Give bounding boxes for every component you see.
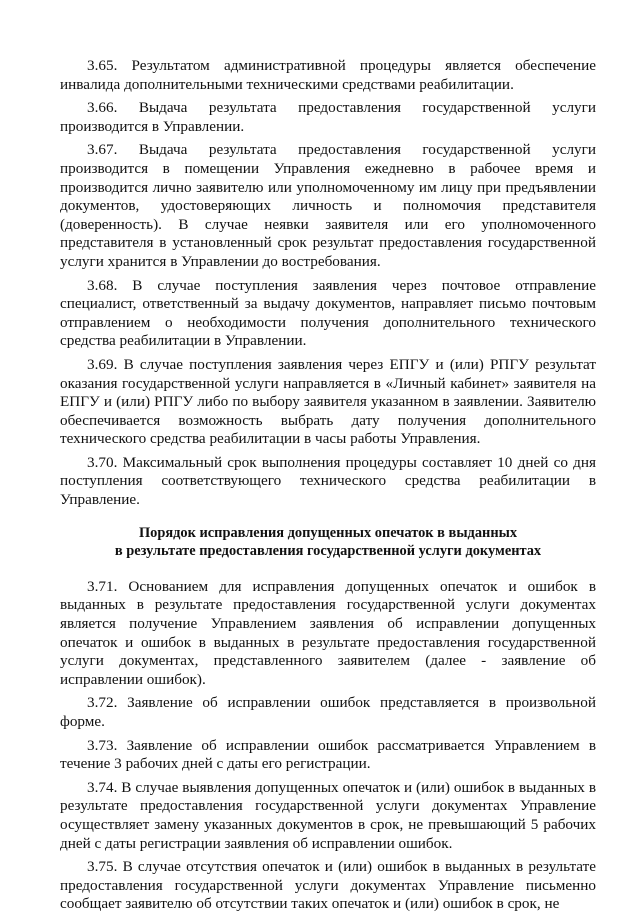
paragraph-3-69: 3.69. В случае поступления заявления через ЕПГУ и (или) РПГУ результат оказания государственной услуги направляется в «Личный кабинет» заявителя на ЕПГУ и (или) РПГУ либо по выбору заявителя указанном в заявлении. Заявителю обеспечивается возможность выбрать дату получения дополнительного технического средства реабилитации в часы работы Управления. <box>60 355 596 448</box>
paragraph-3-66: 3.66. Выдача результата предоставления государственной услуги производится в Управлении. <box>60 99 596 135</box>
paragraph-3-74: 3.74. В случае выявления допущенных опечаток и (или) ошибок в выданных в результате предоставления государственной услуги документах Управление осуществляет замену указанных документов в срок, не превышающий 5 рабочих дней с даты регистрации заявления об исправлении ошибок. <box>60 778 596 852</box>
paragraph-3-67: 3.67. Выдача результата предоставления государственной услуги производится в помещении Управления ежедневно в рабочее время и производится лично заявителю или уполномоченному им лицу при предъявлении документов, удостоверяющих личность и полномочия представителя (доверенность). В случае неявки заявителя или его уполномоченного представителя в установленный срок результат предоставления государственной услуги хранится в Управлении до востребования. <box>60 141 596 270</box>
paragraph-3-72: 3.72. Заявление об исправлении ошибок представляется в произвольной форме. <box>60 694 596 730</box>
paragraph-3-65: 3.65. Результатом административной процедуры является обеспечение инвалида дополнительными техническими средствами реабилитации. <box>60 57 596 93</box>
section-heading <box>60 524 596 561</box>
paragraph-3-70: 3.70. Максимальный срок выполнения процедуры составляет 10 дней со дня поступления соответствующего технического средства реабилитации в Управление. <box>60 453 596 509</box>
section-heading-line-2: в результате предоставления государственной услуги документах <box>114 543 542 560</box>
paragraph-3-71: 3.71. Основанием для исправления допущенных опечаток и ошибок в выданных в результате предоставления государственной услуги документах является получение Управлением заявления об исправлении допущенных опечаток и ошибок в выданных в результате предоставления государственной услуги документах, представленного заявителем (далее - заявление об исправлении ошибок). <box>60 577 596 688</box>
paragraph-3-68: 3.68. В случае поступления заявления через почтовое отправление специалист, ответственный за выдачу документов, направляет письмо почтовым отправлением о необходимости получения дополнительного технического средства реабилитации в Управлении. <box>60 276 596 350</box>
section-heading-line-1: Порядок исправления допущенных опечаток в выданных <box>138 524 518 541</box>
document-page <box>60 57 596 919</box>
paragraph-3-73: 3.73. Заявление об исправлении ошибок рассматривается Управлением в течение 3 рабочих дней с даты его регистрации. <box>60 736 596 773</box>
paragraph-3-75: 3.75. В случае отсутствия опечаток и (или) ошибок в выданных в результате предоставления государственной услуги документах Управление письменно сообщает заявителю об отсутствии таких опечаток и (или) ошибок в срок, не <box>60 858 596 913</box>
